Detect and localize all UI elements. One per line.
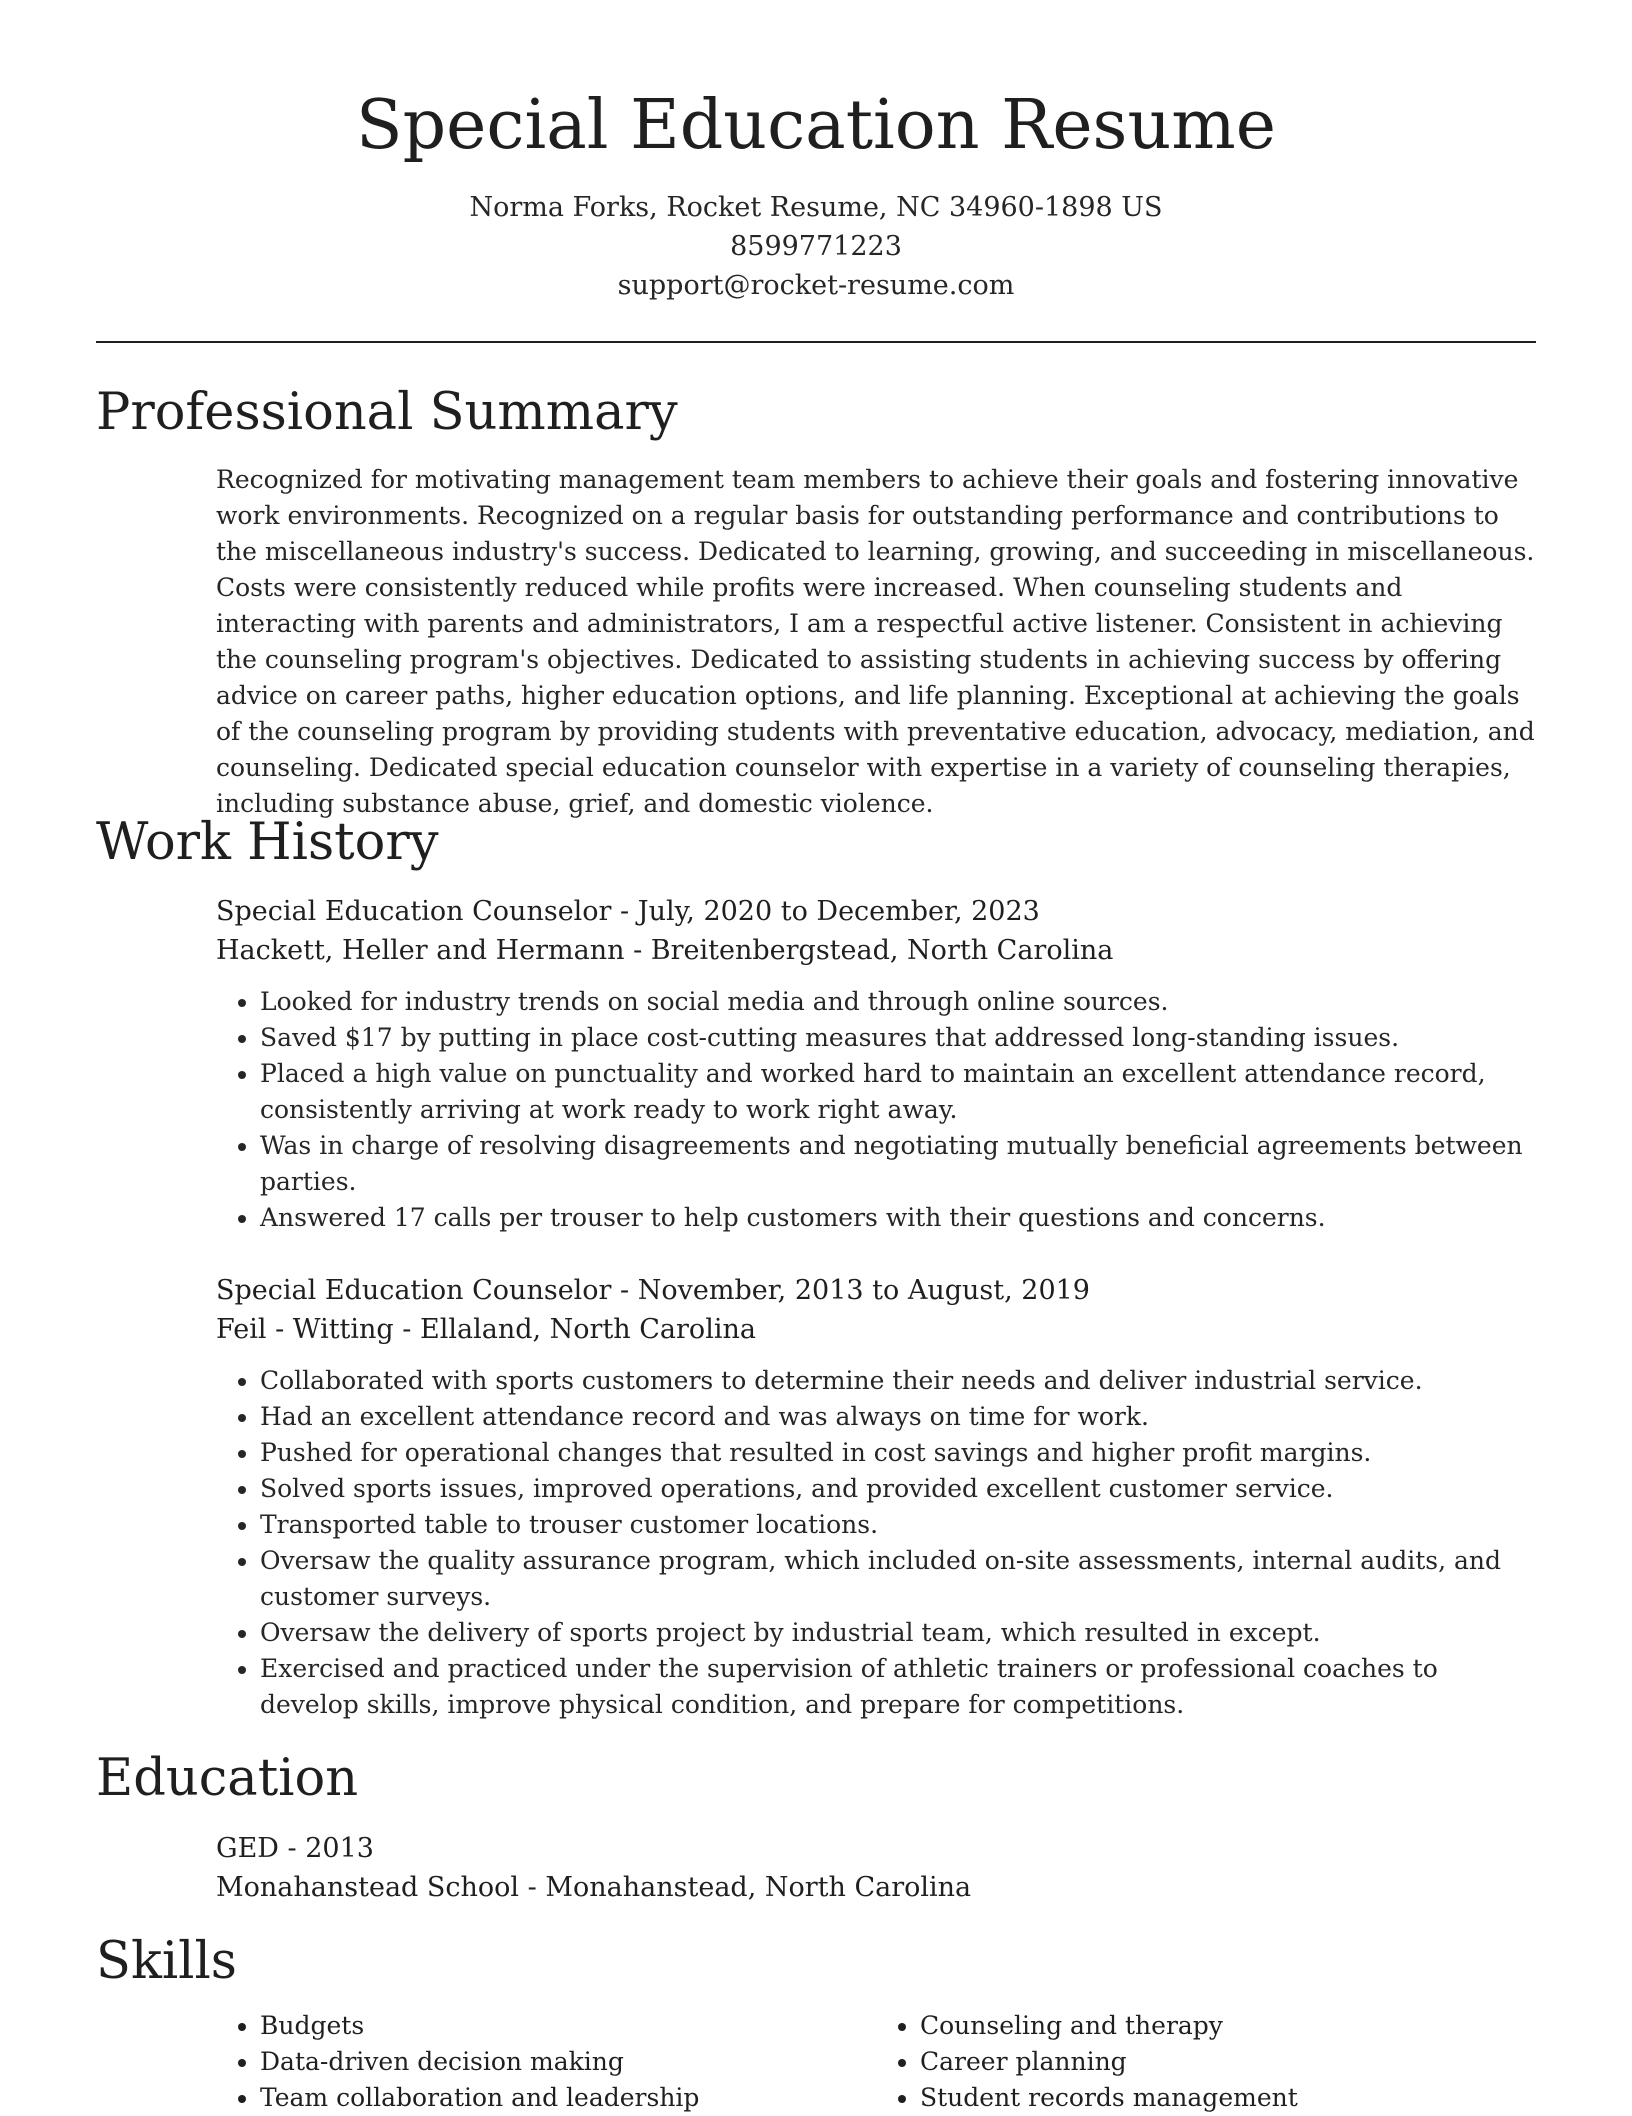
job-entry-2: [216, 1271, 1536, 1723]
job-dates: November, 2013 to August, 2019: [637, 1275, 1090, 1306]
job-entry-1: [216, 892, 1536, 1236]
list-item: • Answered 17 calls per trouser to help customers with their questions and concerns.: [260, 1200, 1536, 1236]
job-title: Special Education Counselor: [216, 896, 612, 927]
job-location: Breitenbergstead, North Carolina: [650, 935, 1114, 966]
job-company-line: Hackett, Heller and Hermann - Breitenbergstead, North Carolina: [216, 935, 1114, 966]
list-item: • Was in charge of resolving disagreements and negotiating mutually beneficial agreements between parties.: [260, 1128, 1536, 1200]
list-item: • Placed a high value on punctuality and worked hard to maintain an excellent attendance record, consistently arriving at work ready to work right away.: [260, 1056, 1536, 1128]
summary-text: Recognized for motivating management team members to achieve their goals and fostering innovative work environments. Recognized on a regular basis for outstanding performance and contributions to the miscellaneous industry's success. Dedicated to learning, growing, and succeeding in miscellaneous. Costs were consistently reduced while profits were increased. When counseling students and interacting with parents and administrators, I am a respectful active listener. Consistent in achieving the counseling program's objectives. Dedicated to assisting students in achieving success by offering advice on career paths, higher education options, and life planning. Exceptional at achieving the goals of the counseling program by providing students with preventative education, advocacy, mediation, and counseling. Dedicated special education counselor with expertise in a variety of counseling therapies, including substance abuse, grief, and domestic violence.: [216, 465, 1535, 818]
contact-email: support@rocket-resume.com: [617, 270, 1015, 301]
list-item: • Data-driven decision making: [260, 2044, 876, 2080]
contact-address: Norma Forks, Rocket Resume, NC 34960-1898 US: [469, 192, 1163, 223]
summary-section: [216, 462, 1536, 822]
contact-info: [96, 188, 1536, 305]
job-bullets: [216, 984, 1536, 1236]
job-bullets: [216, 1363, 1536, 1723]
list-item: • Saved $17 by putting in place cost-cutting measures that addressed long-standing issues.: [260, 1020, 1536, 1056]
header-divider: [96, 341, 1536, 343]
education-school: Monahanstead School: [216, 1872, 520, 1903]
education-degree: GED: [216, 1833, 279, 1864]
education-heading: Education: [96, 1749, 359, 1808]
list-item: • Career planning: [920, 2044, 1536, 2080]
skills-heading: Skills: [96, 1932, 237, 1991]
summary-heading: Professional Summary: [96, 383, 678, 442]
contact-phone: 8599771223: [730, 231, 902, 262]
list-item: • Exercised and practiced under the supervision of athletic trainers or professional coaches to develop skills, improve physical condition, and prepare for competitions.: [260, 1651, 1536, 1723]
list-item: • Looked for industry trends on social media and through online sources.: [260, 984, 1536, 1020]
education-entry: [216, 1829, 1536, 1907]
skills-column-left: [216, 2008, 876, 2116]
list-item: • Transported table to trouser customer locations.: [260, 1507, 1536, 1543]
job-company-line: Feil - Witting - Ellaland, North Carolina: [216, 1314, 756, 1345]
list-item: • Oversaw the quality assurance program, which included on-site assessments, internal audits, and customer surveys.: [260, 1543, 1536, 1615]
list-item: • Student records management: [920, 2080, 1536, 2116]
resume-header: [96, 84, 1536, 305]
job-title: Special Education Counselor: [216, 1275, 612, 1306]
resume-title: Special Education Resume: [356, 86, 1276, 165]
education-degree-line: GED - 2013: [216, 1833, 374, 1864]
education-school-line: Monahanstead School - Monahanstead, North Carolina: [216, 1872, 972, 1903]
list-item: • Budgets: [260, 2008, 876, 2044]
job-company: Hackett, Heller and Hermann: [216, 935, 625, 966]
education-location: Monahanstead, North Carolina: [545, 1872, 972, 1903]
skills-column-right: [876, 2008, 1536, 2116]
job-location: Ellaland, North Carolina: [420, 1314, 756, 1345]
list-item: • Solved sports issues, improved operations, and provided excellent customer service.: [260, 1471, 1536, 1507]
work-history-heading: Work History: [96, 813, 439, 872]
list-item: • Oversaw the delivery of sports project by industrial team, which resulted in except.: [260, 1615, 1536, 1651]
list-item: • Counseling and therapy: [920, 2008, 1536, 2044]
list-item: • Had an excellent attendance record and was always on time for work.: [260, 1399, 1536, 1435]
job-title-line: Special Education Counselor - July, 2020 to December, 2023: [216, 896, 1040, 927]
list-item: • Collaborated with sports customers to determine their needs and deliver industrial service.: [260, 1363, 1536, 1399]
list-item: • Pushed for operational changes that resulted in cost savings and higher profit margins.: [260, 1435, 1536, 1471]
job-dates: July, 2020 to December, 2023: [637, 896, 1040, 927]
skills-section: [216, 2008, 1536, 2116]
list-item: • Team collaboration and leadership: [260, 2080, 876, 2116]
job-title-line: Special Education Counselor - November, 2013 to August, 2019: [216, 1275, 1090, 1306]
job-company: Feil - Witting: [216, 1314, 394, 1345]
education-year: 2013: [305, 1833, 374, 1864]
